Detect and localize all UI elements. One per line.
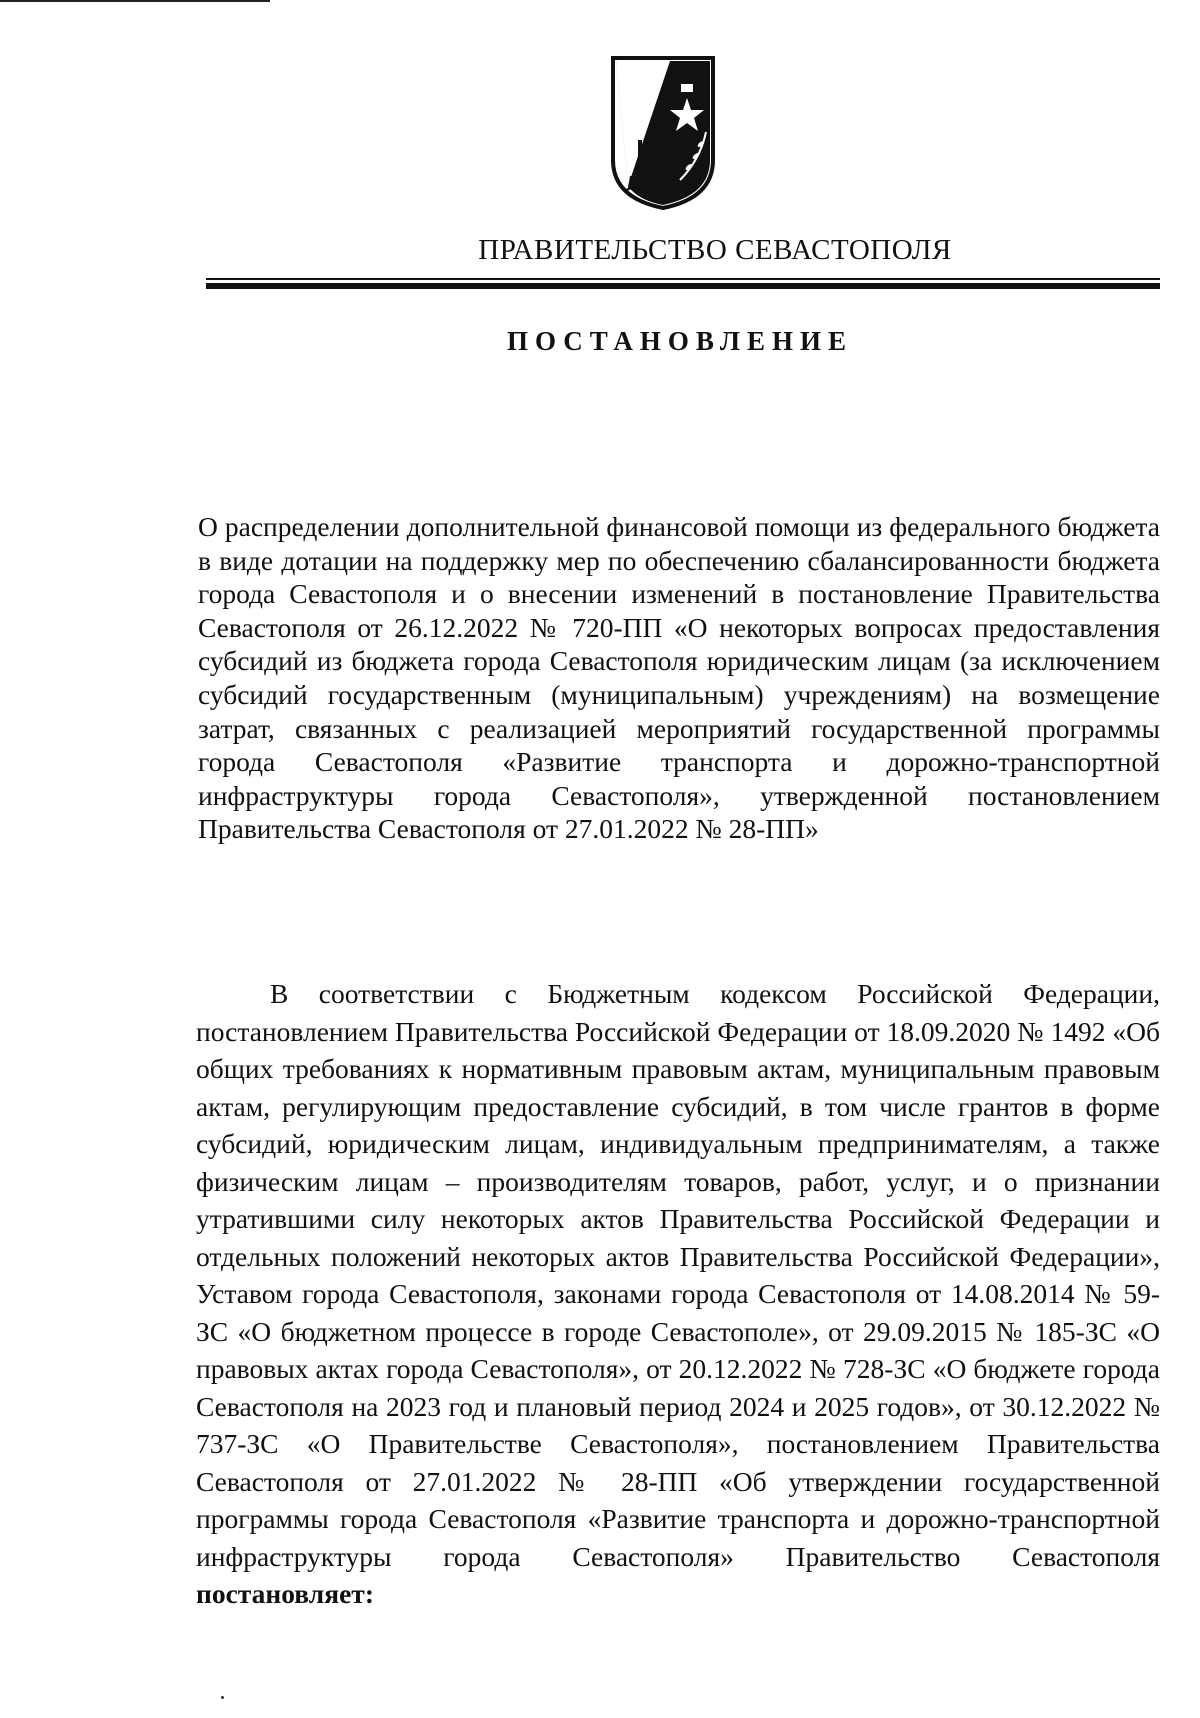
preamble-paragraph xyxy=(196,975,1160,1613)
preamble-text: В соответствии с Бюджетным кодексом Российской Федерации, постановлением Правительства Российской Федерации от 18.09.2020 № 1492 «Об общих требованиях к нормативным правовым актам, муниципальным правовым актам, регулирующим предоставление субсидий, в том числе грантов в форме субсидий, юридическим лицам, индивидуальным предпринимателям, а также физическим лицам – производителям товаров, работ, услуг, и о признании утратившими силу некоторых актов Правительства Российской Федерации и отдельных положений некоторых актов Правительства Российской Федерации», Уставом города Севастополя, законами города Севастополя от 14.08.2014 № 59-ЗС «О бюджетном процессе в городе Севастополе», от 29.09.2015 № 185-ЗС «О правовых актах города Севастополя», от 20.12.2022 № 728-ЗС «О бюджете города Севастополя на 2023 год и плановый период 2024 и 2025 годов», от 30.12.2022 № 737-ЗС «О Правительстве Севастополя», постановлением Правительства Севастополя от 27.01.2022 № 28-ПП «Об утверждении государственной программы города Севастополя «Развитие транспорта и дорожно-транспортной инфраструктуры города Севастополя» Правительство Севастополя xyxy=(196,978,1160,1572)
document-title: О распределении дополнительной финансовой помощи из федерального бюджета в виде дотации на поддержку мер по обеспечению сбалансированности бюджета города Севастополя и о внесении изменений в постановление Правительства Севастополя от 26.12.2022 № 720-ПП «О некоторых вопросах предоставления субсидий из бюджета города Севастополя юридическим лицам (за исключением субсидий государственным (муниципальным) учреждениям) на возмещение затрат, связанных с реализацией мероприятий государственной программы города Севастополя «Развитие транспорта и дорожно-транспортной инфраструктуры города Севастополя», утвержденной постановлением Правительства Севастополя от 27.01.2022 № 28-ПП» xyxy=(198,511,1160,845)
document-type-heading: ПОСТАНОВЛЕНИЕ xyxy=(506,326,854,356)
header-rule-thin xyxy=(206,278,1160,280)
government-name: ПРАВИТЕЛЬСТВО СЕВАСТОПОЛЯ xyxy=(478,234,952,266)
scan-speck xyxy=(221,1696,224,1699)
resolution-verb: постановляет: xyxy=(196,1578,374,1609)
scan-edge-mark xyxy=(0,0,270,2)
header-rule-thick xyxy=(206,283,1160,289)
coat-of-arms-icon xyxy=(608,52,718,212)
